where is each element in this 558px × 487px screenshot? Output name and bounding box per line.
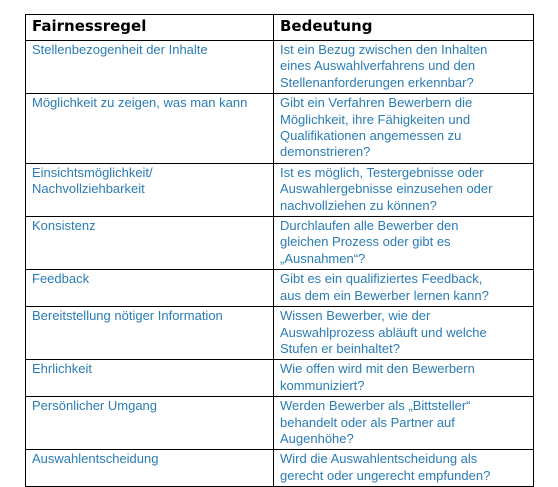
rule-cell — [26, 307, 274, 360]
rule-text: Bereitstellung nötiger Information — [32, 308, 223, 324]
table-row — [26, 41, 534, 94]
table-row — [26, 397, 534, 450]
meaning-cell — [274, 450, 534, 487]
table-row — [26, 360, 534, 397]
rule-cell — [26, 450, 274, 487]
meaning-cell — [274, 307, 534, 360]
rule-text: Möglichkeit zu zeigen, was man kann — [32, 95, 248, 111]
rule-cell — [26, 397, 274, 450]
meaning-cell — [274, 217, 534, 270]
meaning-text: Wird die Auswahlentscheidung als gerecht oder ungerecht empfunden? — [280, 451, 491, 483]
rule-cell — [26, 270, 274, 307]
table-row — [26, 270, 534, 307]
meaning-text: Werden Bewerber als „Bittsteller“ behandelt oder als Partner auf Augenhöhe? — [280, 398, 471, 446]
rule-cell — [26, 94, 274, 164]
rule-cell — [26, 217, 274, 270]
meaning-text: Durchlaufen alle Bewerber den gleichen Prozess oder gibt es „Ausnahmen“? — [280, 218, 459, 266]
meaning-cell — [274, 397, 534, 450]
fairness-rules-table — [25, 14, 534, 487]
meaning-cell — [274, 360, 534, 397]
rule-text: Auswahlentscheidung — [32, 451, 159, 467]
rule-cell — [26, 360, 274, 397]
table-row — [26, 163, 534, 216]
header-meaning: Bedeutung — [274, 15, 534, 41]
meaning-text: Wie offen wird mit den Bewerbern kommuniziert? — [280, 361, 475, 393]
table-row — [26, 450, 534, 487]
table-row — [26, 94, 534, 164]
rule-cell — [26, 41, 274, 94]
meaning-text: Ist ein Bezug zwischen den Inhalten eines Auswahlverfahrens und den Stellenanforderungen erkennbar? — [280, 42, 488, 90]
meaning-cell — [274, 163, 534, 216]
table-row — [26, 217, 534, 270]
rule-text: Einsichtsmöglichkeit/ Nachvollziehbarkeit — [32, 164, 153, 197]
meaning-cell — [274, 41, 534, 94]
header-rule: Fairnessregel — [26, 15, 274, 41]
meaning-text: Gibt ein Verfahren Bewerbern die Möglichkeit, ihre Fähigkeiten und Qualifikationen angemessen zu demonstrieren? — [280, 95, 473, 160]
rule-text: Persönlicher Umgang — [32, 398, 158, 414]
rule-cell — [26, 163, 274, 216]
rule-text: Konsistenz — [32, 218, 96, 234]
rule-text: Feedback — [32, 271, 90, 287]
rule-text: Ehrlichkeit — [32, 361, 92, 377]
table-header-row — [26, 15, 534, 41]
meaning-cell — [274, 270, 534, 307]
meaning-text: Gibt es ein qualifiziertes Feedback, aus dem ein Bewerber lernen kann? — [280, 271, 489, 303]
table-row — [26, 307, 534, 360]
meaning-cell — [274, 94, 534, 164]
meaning-text: Ist es möglich, Testergebnisse oder Auswahlergebnisse einzusehen oder nachvollziehen zu können? — [280, 164, 493, 213]
rule-text: Stellenbezogenheit der Inhalte — [32, 42, 208, 57]
meaning-text: Wissen Bewerber, wie der Auswahlprozess abläuft und welche Stufen er beinhaltet? — [280, 308, 487, 356]
